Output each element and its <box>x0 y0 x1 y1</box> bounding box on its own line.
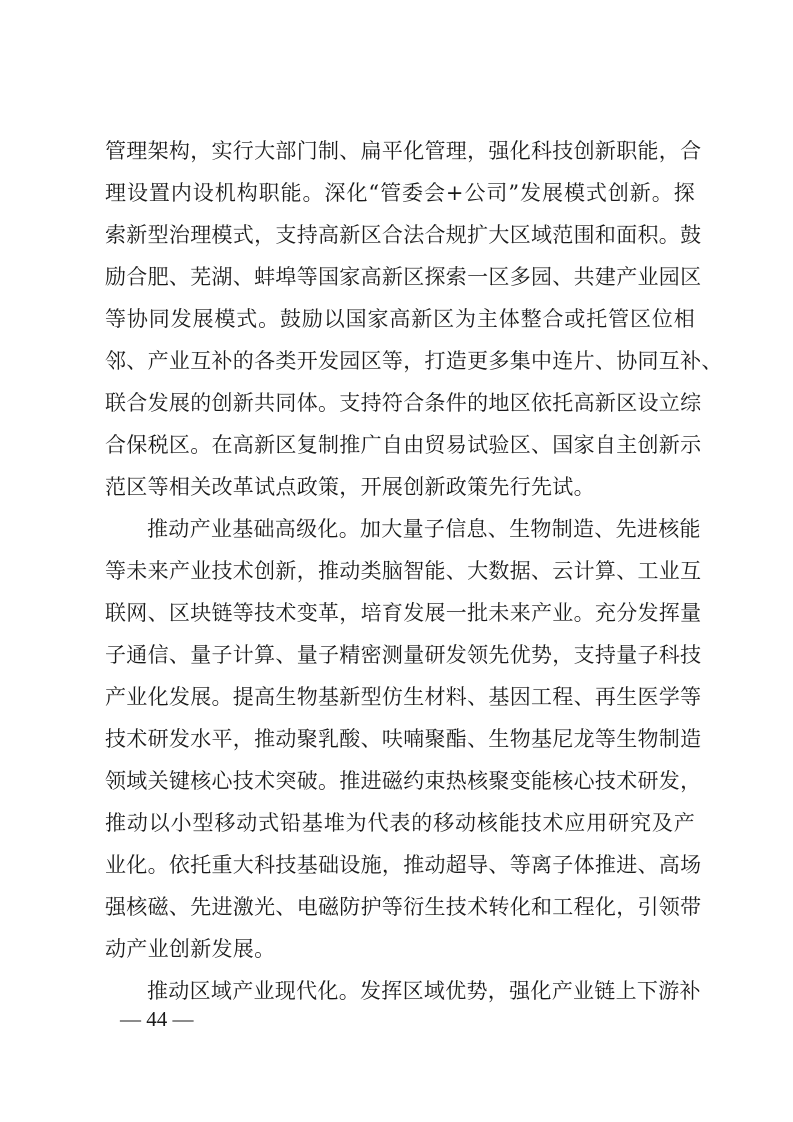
text-line: 联合发展的创新共同体。支持符合条件的地区依托高新区设立综 <box>105 391 702 415</box>
page-number: — 44 — <box>120 1007 194 1031</box>
text-line: 联网、区块链等技术变革，培育发展一批未来产业。充分发挥量 <box>105 601 702 625</box>
text-line: 推动区域产业现代化。发挥区域优势，强化产业链上下游补 <box>147 979 701 1003</box>
text-line: 推动产业基础高级化。加大量子信息、生物制造、先进核能 <box>147 517 701 541</box>
text-line: 索新型治理模式，支持高新区合法合规扩大区域范围和面积。鼓 <box>105 223 702 247</box>
text-line: 理设置内设机构职能。深化“管委会+公司”发展模式创新。探 <box>105 181 695 205</box>
text-line: 励合肥、芜湖、蚌埠等国家高新区探索一区多园、共建产业园区 <box>105 265 702 289</box>
text-line: 推动以小型移动式铅基堆为代表的移动核能技术应用研究及产 <box>105 811 695 835</box>
text-line: 合保税区。在高新区复制推广自由贸易试验区、国家自主创新示 <box>105 433 702 457</box>
text-line: 动产业创新发展。 <box>105 937 276 961</box>
text-line: 等协同发展模式。鼓励以国家高新区为主体整合或托管区位相 <box>105 307 695 331</box>
body-text <box>105 130 723 1012</box>
text-line: 等未来产业技术创新，推动类脑智能、大数据、云计算、工业互 <box>105 559 702 583</box>
text-line: 领域关键核心技术突破。推进磁约束热核聚变能核心技术研发， <box>105 769 702 793</box>
text-line: 业化。依托重大科技基础设施，推动超导、等离子体推进、高场 <box>105 853 702 877</box>
text-line: 强核磁、先进激光、电磁防护等衍生技术转化和工程化，引领带 <box>105 895 702 919</box>
text-line: 产业化发展。提高生物基新型仿生材料、基因工程、再生医学等 <box>105 685 702 709</box>
text-line: 管理架构，实行大部门制、扁平化管理，强化科技创新职能，合 <box>105 139 702 163</box>
text-line: 子通信、量子计算、量子精密测量研发领先优势，支持量子科技 <box>105 643 702 667</box>
text-line: 邻、产业互补的各类开发园区等，打造更多集中连片、协同互补、 <box>105 349 723 373</box>
text-line: 范区等相关改革试点政策，开展创新政策先行先试。 <box>105 475 595 499</box>
text-line: 技术研发水平，推动聚乳酸、呋喃聚酯、生物基尼龙等生物制造 <box>105 727 702 751</box>
